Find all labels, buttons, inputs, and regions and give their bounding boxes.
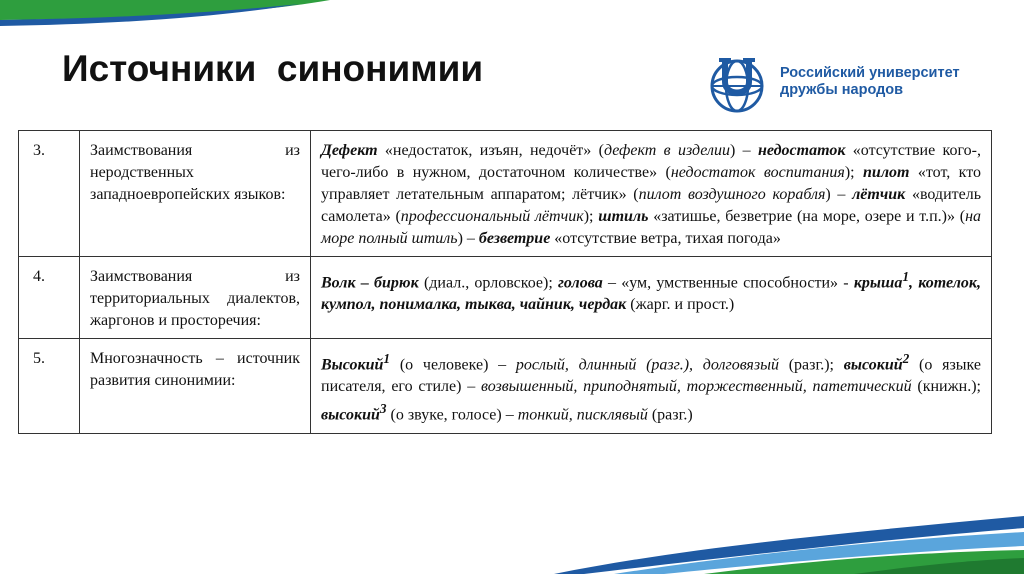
example-text-segment: рослый, длинный (разг.), долговязый (515, 356, 779, 374)
university-logo (708, 56, 988, 114)
example-text-segment: безветрие (478, 230, 551, 247)
bottom-swoosh-decoration (554, 474, 1024, 574)
example-text-segment: крыша (853, 274, 903, 292)
example-text-segment: (о звуке, голосе) – (386, 406, 518, 424)
example-text-segment: 3 (379, 401, 387, 417)
example-text-segment: ); (844, 164, 864, 181)
source-category: Многозначность – источник развития синонимии: (80, 339, 311, 434)
example-text-segment: «тот, кто управляет летательным аппаратом; лётчик» ( (321, 164, 981, 203)
example-text-segment: высокий (321, 406, 380, 424)
example-text-segment: на море полный штиль (321, 208, 982, 247)
example-text-segment: (книжн.); (911, 378, 981, 396)
example-text-segment: «водитель самолета» ( (321, 186, 982, 225)
table-row (19, 131, 992, 257)
row-number: 4. (19, 257, 80, 339)
row-number: 5. (19, 339, 80, 434)
example-text-segment: профессиональный лётчик (400, 208, 584, 225)
example-text-segment: ); (583, 208, 599, 225)
example-text-segment: (о человеке) – (390, 356, 516, 374)
example-text-segment: высокий (843, 356, 903, 374)
example-text-segment: ) – (457, 230, 479, 247)
example-text-segment: ) – (729, 142, 759, 159)
example-text-segment: лётчик (852, 186, 906, 203)
example-text-segment: (разг.); (778, 356, 844, 374)
page-title: Источники синонимии (62, 48, 484, 89)
example-text-segment: голова (558, 274, 603, 292)
logo-line-1: Российский университет (780, 65, 960, 81)
row-number: 3. (19, 131, 80, 257)
table-row (19, 339, 992, 434)
example-text-segment: штиль (598, 208, 649, 225)
example-text-segment: 2 (902, 351, 910, 366)
examples-cell (311, 131, 992, 257)
example-text-segment: «затишье, безветрие (на море, озере и т.п.)» ( (648, 208, 966, 225)
examples-cell (311, 257, 992, 339)
example-text-segment: Высокий (321, 356, 384, 374)
globe-logo-icon (708, 56, 766, 114)
top-swoosh-decoration (0, 0, 330, 30)
source-category: Заимствования из территориальных диалектов, жаргонов и просторечия: (80, 257, 311, 339)
example-text-segment: «отсутствие ветра, тихая погода» (550, 230, 781, 247)
example-text-segment: Дефект (321, 142, 378, 159)
example-text-segment: Волк – бирюк (321, 274, 419, 292)
example-text-segment: недостаток (758, 142, 846, 159)
example-text-segment: – «ум, умственные способности» - (602, 274, 854, 292)
example-text-segment: недостаток воспитания (670, 164, 845, 181)
example-text-segment: «недостаток, изъян, недочёт» ( (377, 142, 604, 159)
example-text-segment: (жарг. и прост.) (626, 296, 735, 314)
example-text-segment: (о языке писателя, его стиле) – (321, 356, 982, 396)
example-text-segment: (разг.) (647, 406, 693, 424)
examples-cell (311, 339, 992, 434)
synonymy-sources-table (18, 130, 992, 434)
example-text-segment: дефект в изделии (603, 142, 730, 159)
example-text-segment: возвышенный, приподнятый, торжественный, патетический (480, 378, 912, 396)
table-row (19, 257, 992, 339)
example-text-segment: 1 (902, 269, 910, 284)
logo-line-2: дружбы народов (780, 82, 904, 98)
example-text-segment: пилот воздушного корабля (638, 186, 826, 203)
example-text-segment: , котелок, кумпол, понималка, тыква, чайник, чердак (321, 274, 982, 314)
example-text-segment: пилот (863, 164, 910, 181)
source-category: Заимствования из неродственных западноевропейских языков: (80, 131, 311, 257)
example-text-segment: 1 (383, 351, 391, 366)
example-text-segment: «отсутствие кого-, чего-либо в нужном, достаточном количестве» ( (321, 142, 981, 181)
example-text-segment: (диал., орловское); (418, 274, 559, 292)
example-text-segment: тонкий, писклявый (517, 406, 648, 424)
example-text-segment: ) – (825, 186, 853, 203)
